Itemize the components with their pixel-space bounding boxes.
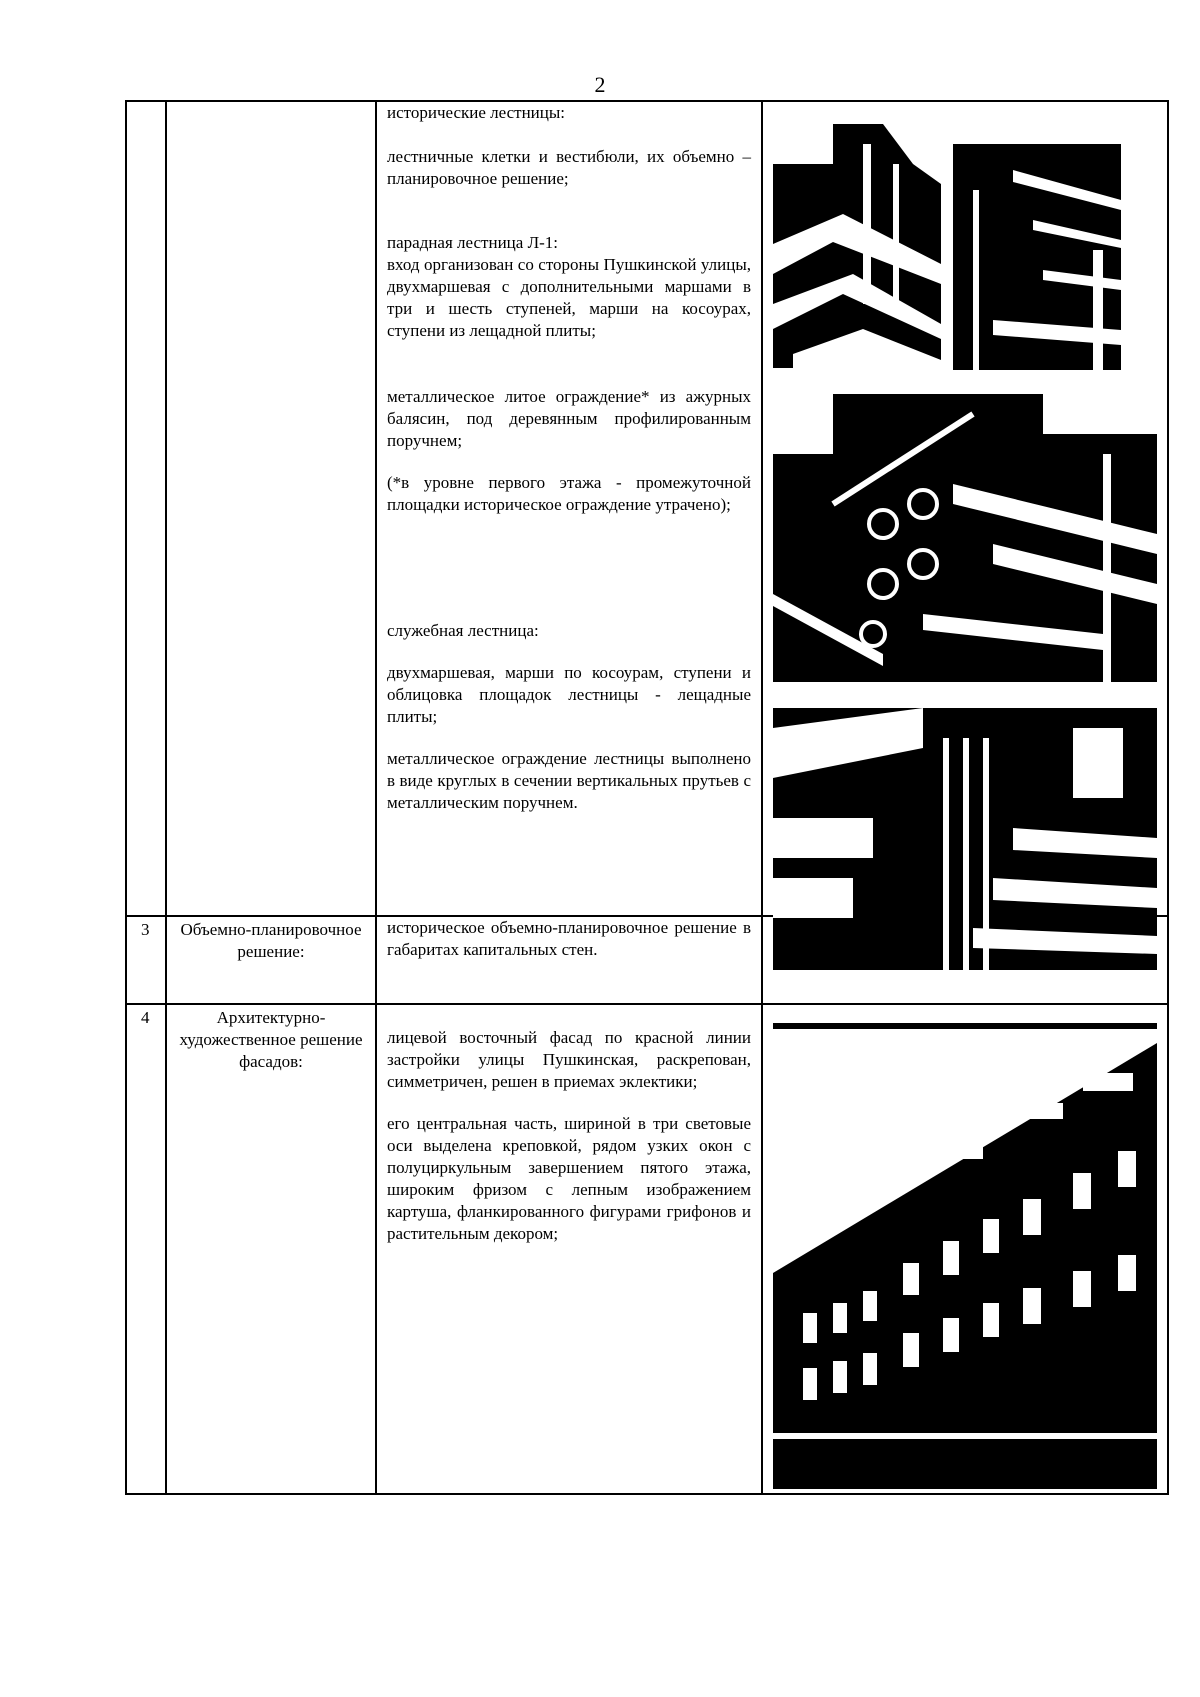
facade-photo <box>773 1023 1157 1489</box>
paragraph: лестничные клетки и вестибюли, их объемно – планировочное решение; <box>387 147 751 188</box>
paragraph: исторические лестницы: <box>387 103 566 122</box>
paragraph: его центральная часть, шириной в три световые оси выделена креповкой, рядом узких окон с полуциркульным завершением пятого этажа, широким фризом с лепным изображением картуша, фланкированного фигурами грифонов и растительным декором; <box>387 1114 751 1243</box>
row-number <box>126 101 166 916</box>
document-table <box>125 100 1169 1495</box>
stair-photo-1 <box>773 124 941 368</box>
row-description <box>376 1004 762 1494</box>
paragraph: металлическое литое ограждение* из ажурных балясин, под деревянным профилированным поручнем; <box>387 387 751 450</box>
table-row <box>126 1004 1168 1494</box>
railing-photo <box>773 394 1157 682</box>
row-description <box>376 101 762 916</box>
row-number: 3 <box>126 916 166 1004</box>
row-number: 4 <box>126 1004 166 1494</box>
row-name: Архитектурно-художественное решение фасадов: <box>166 1004 376 1494</box>
paragraph: парадная лестница Л-1: <box>387 233 558 252</box>
stair-photo-2 <box>953 130 1121 370</box>
row-description <box>376 916 762 1004</box>
page-number: 2 <box>594 72 606 97</box>
paragraph: служебная лестница: <box>387 621 539 640</box>
paragraph: металлическое ограждение лестницы выполнено в виде круглых в сечении вертикальных прутьев с металлическим поручнем. <box>387 749 751 812</box>
paragraph: (*в уровне первого этажа - промежуточной площадки историческое ограждение утрачено); <box>387 473 751 514</box>
photo-cell <box>762 916 1168 1004</box>
photo-cell <box>762 1004 1168 1494</box>
paragraph: двухмаршевая, марши по косоурам, ступени и облицовка площадок лестницы - лещадные плиты; <box>387 663 751 726</box>
photo-cell <box>762 101 1168 916</box>
paragraph: лицевой восточный фасад по красной линии застройки улицы Пушкинская, раскрепован, симметричен, решен в приемах эклектики; <box>387 1028 751 1091</box>
row-name: Объемно-планировочное решение: <box>166 916 376 1004</box>
table-row <box>126 916 1168 1004</box>
row-name <box>166 101 376 916</box>
paragraph: историческое объемно-планировочное решение в габаритах капитальных стен. <box>387 918 751 959</box>
paragraph: вход организован со стороны Пушкинской улицы, двухмаршевая с дополнительными маршами в три и шесть ступеней, марши на косоурах, ступени из лещадной плиты; <box>387 255 751 340</box>
table-row <box>126 101 1168 916</box>
